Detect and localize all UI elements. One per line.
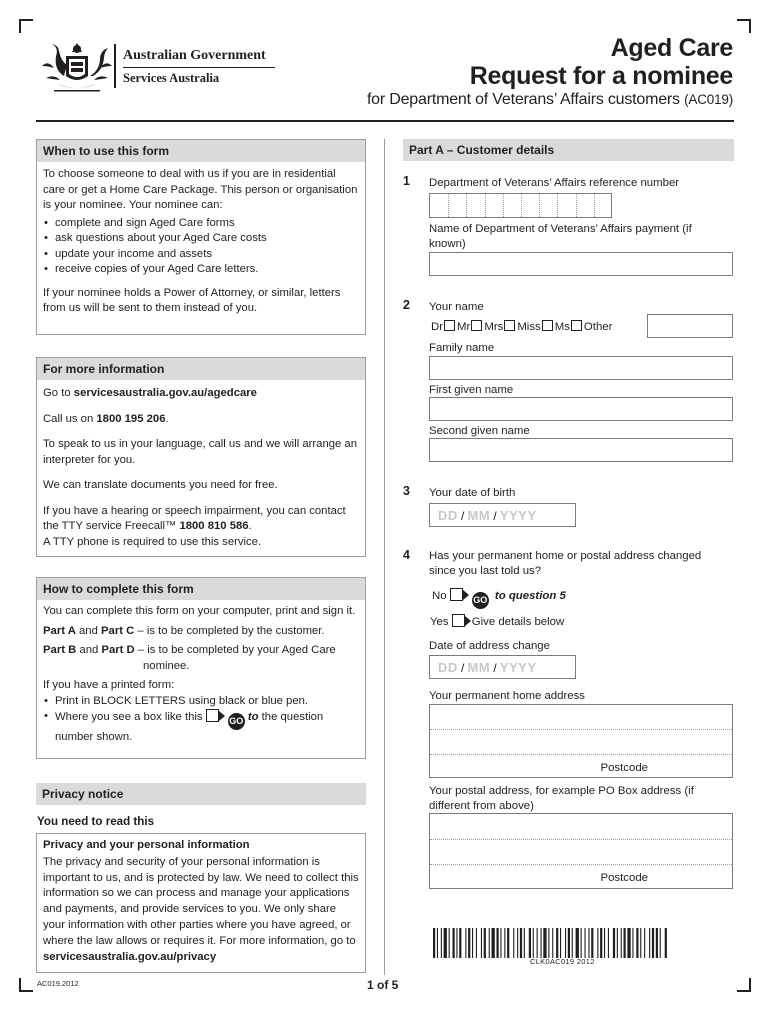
crop-mark-top-left [19,19,33,33]
barcode-bar [600,928,602,958]
barcode-bar [456,928,457,958]
barcode-bar [524,928,525,958]
barcode-bar [627,928,630,958]
barcode-bar [613,928,615,958]
translation-note: We can translate documents you need for free. [43,479,278,491]
column-divider [384,139,385,975]
barcode-bar [649,928,650,958]
part-a-heading: Part A – Customer details [403,139,734,161]
question-number-4: 4 [403,548,410,562]
printed-form-list [43,694,359,746]
barcode-bar [621,928,622,958]
barcode-bar [624,928,626,958]
how-intro: You can complete this form on your computer, print and sign it. [43,605,356,617]
barcode-bar [581,928,582,958]
your-name-label: Your name [429,301,484,313]
barcode-bar [520,928,522,958]
page-number: 1 of 5 [367,978,399,992]
call-line: Call us on 1800 195 206. [43,412,169,425]
list-item: • receive copies of your Aged Care letters. [43,262,359,278]
no-checkbox[interactable] [450,588,463,601]
header-rule [36,120,734,122]
barcode-bar [656,928,658,958]
date-of-birth-input[interactable]: DD / MM / YYYY [429,503,576,527]
first-given-name-label: First given name [429,384,514,396]
when-to-use-heading: When to use this form [37,140,365,162]
barcode-bar [465,928,466,958]
tty-note: If you have a hearing or speech impairment, you can contact the TTY service Freecall™ 1800 810 586. A TTY phone is required to use this service. [43,504,346,548]
date-of-address-change-input[interactable]: DD / MM / YYYY [429,655,576,679]
barcode-bar [548,928,549,958]
privacy-heading: Privacy notice [36,783,366,805]
barcode-bar [537,928,538,958]
family-name-label: Family name [429,342,495,354]
arrow-box-icon [206,709,219,722]
barcode-bar [556,928,558,958]
title-miss-checkbox[interactable] [542,320,553,331]
reference-cell-divider [466,194,467,217]
barcode-bar [453,928,455,958]
dva-payment-name-label: Name of Department of Veterans’ Affairs payment (if known) [429,223,692,250]
title-dr-checkbox[interactable] [444,320,455,331]
question-number-1: 1 [403,174,410,188]
barcode-bar [608,928,609,958]
coat-of-arms-logo [36,38,118,94]
barcode-bar [497,928,499,958]
crop-mark-top-right [737,19,751,33]
barcode-bar [591,928,593,958]
second-given-name-input[interactable] [429,438,733,462]
first-given-name-input[interactable] [429,397,733,421]
barcode-bar [588,928,589,958]
title-other-input[interactable] [647,314,733,338]
when-intro: To choose someone to deal with us if you are in residential care or get a Home Care Package. This person or organisation is your nominee. Your nominee can: [43,168,358,211]
list-item: • Print in BLOCK LETTERS using black or blue pen. [43,694,359,710]
crop-mark-bottom-left [19,978,33,992]
title-options: Dr Mr Mrs Miss Ms Other [431,321,613,333]
barcode-bar [543,928,546,958]
title-mr-checkbox[interactable] [471,320,482,331]
barcode [433,928,729,958]
part-b-d-note: Part B and Part D – is to be completed by your Aged Care nominee. [43,644,336,672]
barcode-bar [565,928,566,958]
barcode-text: CLK0AC019 2012 [530,957,595,966]
when-to-use-panel [36,139,366,335]
barcode-bar [665,928,667,958]
barcode-bar [504,928,505,958]
barcode-bar [517,928,518,958]
power-of-attorney-note: If your nominee holds a Power of Attorney, or similar, letters from us will be sent to them instead of you. [43,286,341,314]
barcode-bar [552,928,553,958]
list-item: • complete and sign Aged Care forms [43,216,359,232]
barcode-bar [572,928,573,958]
second-given-name-label: Second given name [429,425,530,437]
privacy-sub-heading: Privacy and your personal information [43,839,250,851]
org-rule [123,67,275,68]
postal-postcode-label: Postcode [600,872,648,884]
list-item: • ask questions about your Aged Care costs [43,231,359,247]
reference-cell-divider [521,194,522,217]
list-item: • update your income and assets [43,247,359,263]
logo-divider [114,44,116,88]
privacy-panel [36,833,366,973]
crop-mark-bottom-right [737,978,751,992]
title-ms-checkbox[interactable] [571,320,582,331]
barcode-bar [449,928,450,958]
reference-cell-divider [557,194,558,217]
barcode-bar [441,928,442,958]
barcode-bar [481,928,482,958]
barcode-bar [476,928,477,958]
date-of-birth-label: Your date of birth [429,487,516,499]
reference-cell-divider [594,194,595,217]
address-changed-no-option: No GO to question 5 [432,588,566,609]
reference-cell-divider [448,194,449,217]
barcode-bar [444,928,447,958]
barcode-bar [617,928,618,958]
dva-payment-name-input[interactable] [429,252,733,276]
reference-cell-divider [539,194,540,217]
document-code: AC019.2012 [37,979,79,988]
family-name-input[interactable] [429,356,733,380]
barcode-bar [568,928,570,958]
interpreter-note: To speak to us in your language, call us and we will arrange an interpreter for you. [43,438,357,466]
barcode-bar [576,928,579,958]
postal-address-label: Your postal address, for example PO Box address (if different from above) [429,785,694,812]
more-info-panel [36,357,366,557]
title-mrs-checkbox[interactable] [504,320,515,331]
barcode-bar [636,928,638,958]
barcode-bar [468,928,470,958]
date-of-address-change-label: Date of address change [429,640,550,652]
agedcare-link[interactable]: servicesaustralia.gov.au/agedcare [73,387,257,399]
org-name: Australian Government [123,48,266,63]
barcode-bar [459,928,461,958]
reference-cell-divider [576,194,577,217]
barcode-bar [513,928,514,958]
home-postcode-label: Postcode [600,762,648,774]
how-to-complete-heading: How to complete this form [37,578,365,600]
more-info-heading: For more information [37,358,365,380]
barcode-bar [529,928,531,958]
barcode-bar [489,928,490,958]
nominee-abilities-list [43,216,359,278]
barcode-bar [541,928,542,958]
question-number-2: 2 [403,298,410,312]
postal-address-input[interactable] [429,813,733,889]
address-changed-label: Has your permanent home or postal address changed since you last told us? [429,550,702,577]
barcode-bar [433,928,435,958]
form-subtitle: for Department of Veterans’ Affairs customers (AC019) [366,91,733,108]
goto-line: Go to servicesaustralia.gov.au/agedcare [43,387,257,399]
barcode-bar [533,928,534,958]
address-changed-yes-option: Yes Give details below [430,616,565,628]
go-icon: GO [228,713,245,730]
go-icon: GO [472,592,489,609]
barcode-bar [507,928,509,958]
barcode-bar [472,928,473,958]
barcode-bar [660,928,661,958]
form-title: Aged Care [610,34,733,62]
home-address-label: Your permanent home address [429,690,585,702]
barcode-bar [652,928,654,958]
how-to-complete-panel [36,577,366,759]
dva-reference-input[interactable] [429,193,612,218]
barcode-bar [644,928,645,958]
form-title-line2: Request for a nominee [469,62,733,90]
home-address-input[interactable] [429,704,733,778]
privacy-need-to-read: You need to read this [37,815,155,828]
barcode-bar [640,928,641,958]
list-item: • Where you see a box like this GO to the question number shown. [43,709,359,746]
yes-checkbox[interactable] [452,614,465,627]
question-number-3: 3 [403,484,410,498]
barcode-bar [585,928,586,958]
org-sub-name: Services Australia [123,71,220,85]
printed-form-note: If you have a printed form: [43,679,175,691]
reference-cell-divider [485,194,486,217]
barcode-bar [484,928,486,958]
barcode-bar [560,928,561,958]
barcode-bar [597,928,598,958]
barcode-bar [500,928,501,958]
dva-reference-label: Department of Veterans’ Affairs reference number [429,177,680,189]
reference-cell-divider [503,194,504,217]
privacy-link[interactable]: servicesaustralia.gov.au/privacy [43,950,217,963]
privacy-text: The privacy and security of your personal information is important to us, and is protected by law. We need to collect this information so we can process and manage your applications and payments, and provide services to you. We only share your information with other parties where you have agreed, or where the law allows or requires it. For more information, go to servicesaustralia.gov.au/privacy [43,855,359,963]
barcode-bar [437,928,438,958]
part-a-c-note: Part A and Part C – is to be completed by the customer. [43,624,325,637]
barcode-bar [604,928,605,958]
barcode-bar [632,928,633,958]
barcode-bar [492,928,495,958]
